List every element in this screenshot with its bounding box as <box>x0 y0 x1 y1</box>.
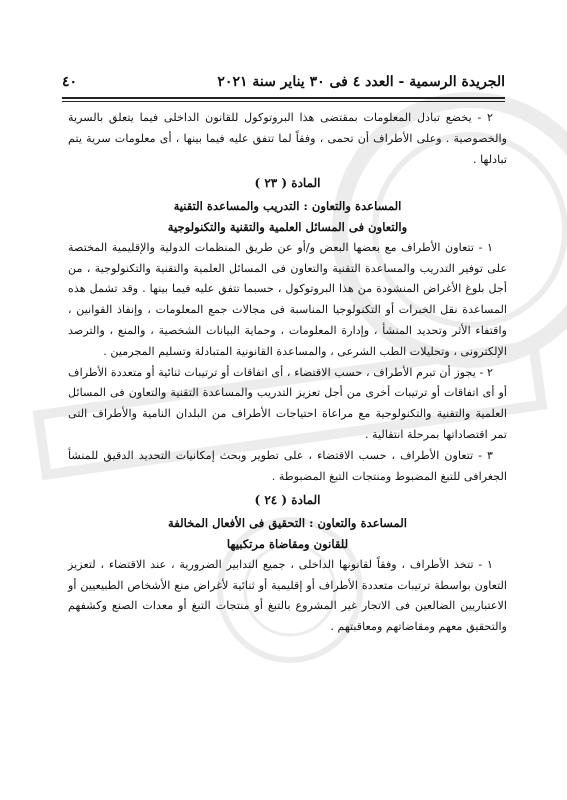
intro-paragraph: ٢ - يخضع تبادل المعلومات بمقتضى هذا البروتوكول للقانون الداخلى فيما يتعلق بالسرية والخصوصية . وعلى الأطراف أن تحمى ، وفقاً لما تتفق عليه فيما بينها ، أى معلومات سرية يتم تبادلها . <box>68 111 507 166</box>
article-24-subtitle-line-2: للقانون ومقاضاة مرتكبيها <box>226 536 349 551</box>
article-23-subtitle-line-1: المساعدة والتعاون : التدريب والمساعدة التقنية <box>173 199 402 214</box>
article-23-title: المادة ( ٢٣ ) <box>254 176 321 191</box>
article-23-paragraph-3: ٣ - تتعاون الأطراف ، حسب الاقتضاء ، على تطوير وبحث إمكانيات التحديد الدقيق للمنشأ الجغرافى للتبغ المضبوط ومنتجات التبغ المضبوطة . <box>68 448 507 483</box>
header-divider <box>62 97 505 102</box>
page-number: ٤٠ <box>62 74 78 90</box>
page-header <box>62 70 505 94</box>
article-24-subtitle-line-1: المساعدة والتعاون : التحقيق فى الأفعال المخالفة <box>168 516 407 531</box>
article-24-title: المادة ( ٢٤ ) <box>254 493 321 508</box>
article-23-paragraph-1: ١ - تتعاون الأطراف مع بعضها البعض و/أو عن طريق المنظمات الدولية والإقليمية المختصة على توفير التدريب والمساعدة التقنية والتعاون فى المسائل العلمية والتقنية والتكنولوجية ، من أجل بلوغ الأغراض المنشودة من هذا البروتوكول ، حسبما تتفق عليه فيما بينها . وقد تشمل هذه المساعدة نقل الخبرات أو التكنولوجيا المناسبة فى مجالات جمع المعلومات ، وإنفاذ القوانين ، واقتفاء الأثر وتحديد المنشأ ، وإدارة المعلومات ، وحماية البيانات الشخصية ، والمنع ، والترصد الإلكترونى ، وتحليلات الطب الشرعى ، والمساعدة القانونية المتبادلة وتسليم المجرمين . <box>68 240 507 358</box>
page-body <box>68 108 507 638</box>
issue-title: الجريدة الرسمية - العدد ٤ فى ٣٠ يناير سنة ٢٠٢١ <box>217 74 505 90</box>
article-23-paragraph-2: ٢ - يجوز أن تبرم الأطراف ، حسب الاقتضاء ، أى اتفاقات أو ترتيبات ثنائية أو متعددة الأطراف أو أى اتفاقات أو ترتيبات أخرى من أجل تعزيز التدريب والمساعدة التقنية والتعاون فى المسائل العلمية والتقنية والتكنولوجية مع مراعاة احتياجات الأطراف من البلدان النامية والأطراف التى تمر اقتصاداتها بمرحلة انتقالية . <box>68 365 507 441</box>
article-23-subtitle-line-2: والتعاون فى المسائل العلمية والتقنية والتكنولوجية <box>167 219 408 234</box>
article-24-paragraph-1: ١ - تتخذ الأطراف ، وفقاً لقانونها الداخلى ، جميع التدابير الضرورية ، عند الاقتضاء ، لتعزيز التعاون بواسطة ترتيبات متعددة الأطراف أو إقليمية أو ثنائية لأغراض منع الأشخاص الطبيعيين أو الاعتباريين الضالعين فى الاتجار غير المشروع بالتبغ أو منتجات التبغ أو معدات الصنع وكشفهم والتحقيق معهم ومقاضاتهم ومعاقبتهم . <box>68 557 507 634</box>
